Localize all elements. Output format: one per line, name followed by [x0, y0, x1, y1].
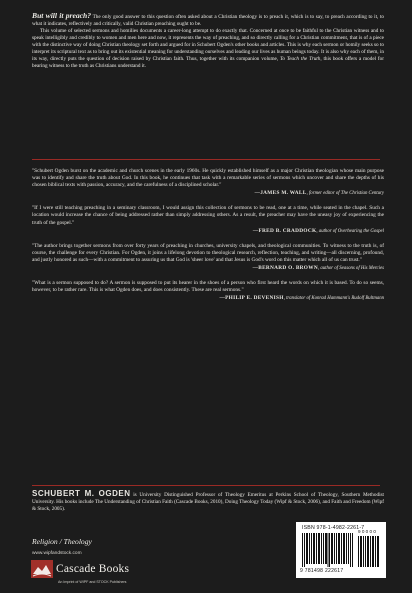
barcode-digits: 9 781498 222617: [300, 568, 344, 574]
intro-text: [32, 12, 384, 70]
endorsement-text: "What is a sermon supposed to do? A sermon is supposed to put its hearer in the shoes of a person who first heard the words on which it is based. To do so seems, however, to be rather rare. This is what Ogden does, and does consistently. These are real sermons.": [32, 280, 384, 294]
endorsements: [32, 168, 384, 310]
endorsement-brown: [32, 243, 384, 272]
barcode-addon-digits: 9 0 0 0 0: [358, 529, 376, 534]
publisher-logo: [31, 559, 129, 579]
companion-title: To Teach the Truth: [279, 56, 321, 62]
isbn-label: ISBN 978-1-4982-2261-7: [302, 525, 365, 531]
endorsement-text: "The author brings together sermons from over forty years of preaching in churches, university chapels, and theological communities. To witness to the truth is, of course, the challenge for every Christian. For Ogden, it joins a lifelong devotion to theological research, reflection, teaching, and writing—all discerning, profound, and justly honored as such—with a commitment to assuring us that God is 'sheer love' and that Jesus is God's word on this matter which all of us can trust.": [32, 242, 384, 263]
endorsement-wall: [32, 168, 384, 197]
divider-top: [32, 159, 380, 160]
endorsement-craddock: [32, 205, 384, 234]
author-name: SCHUBERT M. OGDEN: [32, 489, 131, 498]
author-bio: [32, 490, 384, 513]
barcode-panel: [296, 522, 386, 578]
endorsement-text: "Schubert Ogden burst on the academic and church scenes in the early 1960s. He quickly established himself as a major Christian theologian whose main purpose was to identify and share the truth about God. In this book, he continues that task with a remarkable series of sermons which uncover and share the depths of his chosen biblical texts with passion, accuracy, and the carefulness of a disciplined scholar.": [32, 168, 384, 189]
barcode-icon: [302, 533, 354, 567]
endorsement-text: "If I were still teaching preaching in a seminary classroom, I would assign this collection of sermons to be read, one at a time, while seated in the chapel. Such a location would increase the chance of being addressed rather than simply addressing others. As a result, the preacher may have the uneasy joy of experiencing the truth of the gospel.": [32, 205, 384, 226]
intro-paragraph-2: This volume of selected sermons and homilies documents a career-long attempt to do exactly that. Concerned at once to be faithful to the Christian witness and to speak intelligibly and credibly to women and men here and now, it represents the way of preaching, and so directly calling for a Christian commitment, that is of a piece with the distinctive way of doing Christian theology set forth and argued for in Schubert Ogden's other books and articles. This is why each sermon or homily seeks so to interpret its scriptural text as to bring out its existential meaning for understanding ourselves and leading our lives as human beings today. It is also why each of them, in its way, directly puts the question of decision raised by Christian faith. Thus, together with its companion volume, To Teach the Truth, this book offers a model for bearing witness to the truth as Christians understand it.: [32, 28, 384, 69]
barcode-addon-icon: [358, 536, 380, 567]
endorsement-attribution: —FRED B. CRADDOCK, author of Overhearing the Gospel: [252, 227, 384, 234]
cascade-logo-icon: [31, 560, 53, 578]
intro-lead: But will it preach?: [32, 11, 92, 20]
endorsement-attribution: —BERNARD O. BROWN, author of Seasons of His Mercies: [252, 265, 384, 272]
publisher-tagline: An Imprint of WIPF and STOCK Publishers: [58, 580, 127, 584]
endorsement-attribution: —JAMES M. WALL, former editor of The Christian Century: [254, 190, 384, 197]
endorsement-devenish: [32, 280, 384, 302]
subject-category: Religion / Theology: [32, 537, 92, 546]
publisher-url[interactable]: www.wipfandstock.com: [32, 551, 82, 556]
author-description: is University Distinguished Professor of Theology Emeritus at Perkins School of Theology, Southern Methodist University. His books include The Understanding of Christian Faith (Cascade Books, 2010), Doing Theology Today (Wipf & Stock, 2006), and Faith and Freedom (Wipf & Stock, 2005).: [32, 492, 384, 513]
endorsement-attribution: —PHILIP E. DEVENISH, translator of Konrad Hammann's Rudolf Bultmann: [219, 295, 384, 302]
intro-paragraph-1: But will it preach? The only good answer to this question often asked about a Christian theology is to preach it, which is to say, to preach according to it, to what it indicates, reflectively and critically, valid Christian preaching ought to be.: [32, 11, 384, 27]
publisher-name: Cascade Books: [56, 563, 130, 575]
divider-bottom: [32, 485, 380, 486]
